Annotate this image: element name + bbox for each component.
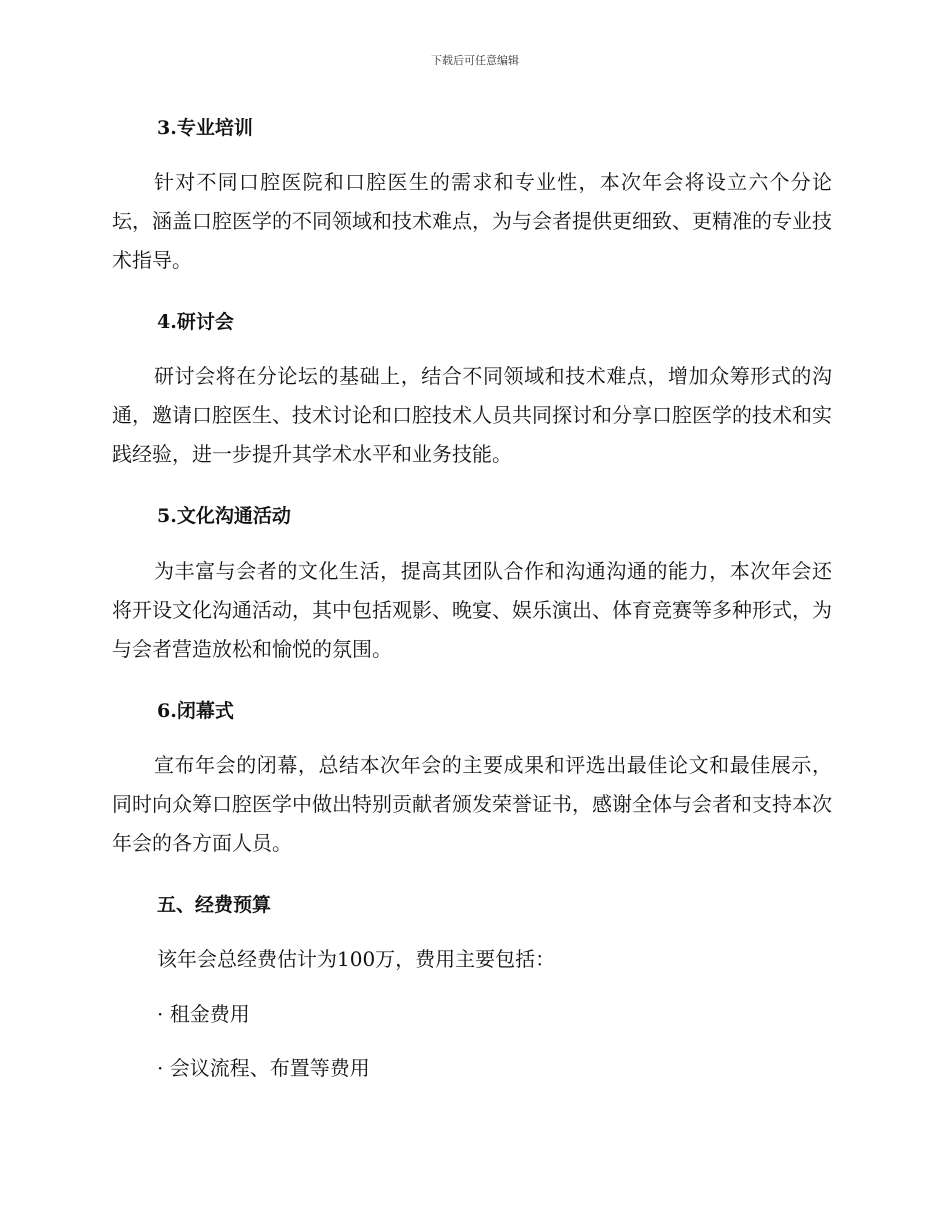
budget-intro: 该年会总经费估计为100万，费用主要包括： [157, 947, 556, 971]
section-heading-closing: 6.闭幕式 [157, 700, 234, 722]
paragraph-training: 针对不同口腔医院和口腔医生的需求和专业性，本次年会将设立六个分论坛，涵盖口腔医学的不同领域和技术难点，为与会者提供更细致、更精准的专业技术指导。 [112, 170, 832, 272]
section-heading-budget: 五、经费预算 [157, 894, 272, 916]
section-heading-seminar: 4.研讨会 [157, 311, 234, 333]
section-heading-culture: 5.文化沟通活动 [157, 505, 291, 527]
paragraph-culture: 为丰富与会者的文化生活，提高其团队合作和沟通沟通的能力，本次年会还将开设文化沟通活动，其中包括观影、晚宴、娱乐演出、体育竞赛等多种形式，为与会者营造放松和愉悦的氛围。 [112, 559, 832, 661]
budget-item: · 租金费用 [157, 1002, 250, 1026]
paragraph-closing: 宣布年会的闭幕，总结本次年会的主要成果和评选出最佳论文和最佳展示，同时向众筹口腔医学中做出特别贡献者颁发荣誉证书，感谢全体与会者和支持本次年会的各方面人员。 [112, 753, 832, 855]
paragraph-seminar: 研讨会将在分论坛的基础上，结合不同领域和技术难点，增加众筹形式的沟通，邀请口腔医生、技术讨论和口腔技术人员共同探讨和分享口腔医学的技术和实践经验，进一步提升其学术水平和业务技能。 [112, 364, 832, 466]
budget-item: · 会议流程、布置等费用 [157, 1056, 370, 1080]
section-heading-training: 3.专业培训 [157, 117, 253, 139]
page-header: 下载后可任意编辑 [431, 54, 519, 67]
